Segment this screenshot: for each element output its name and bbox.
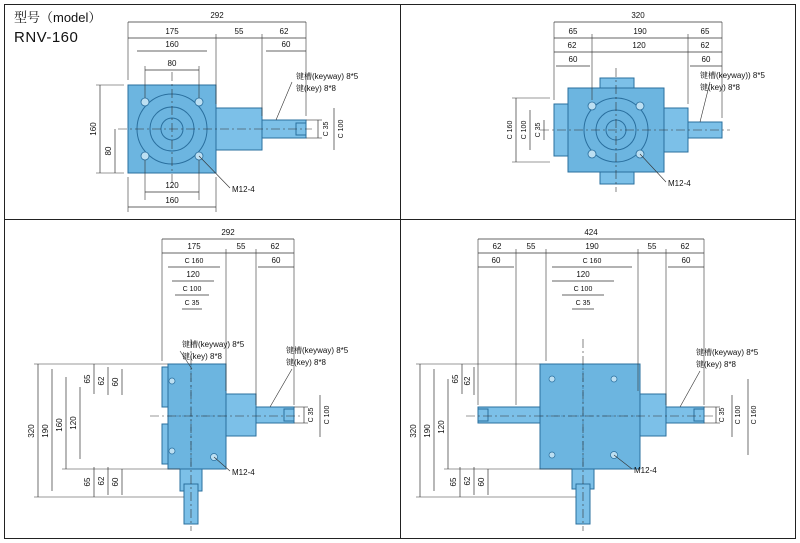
dim-bore: C 35 [575, 299, 591, 307]
dim-housing-length: 175 [187, 242, 201, 252]
note-keyway: 键槽(keyway) 8*5 [296, 72, 359, 82]
dim-bore: C 35 [322, 121, 330, 137]
dim-center-span: 190 [633, 27, 647, 37]
note-key: 键(key) 8*8 [296, 84, 337, 94]
dim-shaft-length: 62 [279, 27, 289, 37]
dim-bolt-120: 120 [186, 270, 200, 280]
bolt-hole [141, 98, 149, 106]
dim-65-top: 65 [83, 374, 93, 384]
dim-bolt-120: 120 [632, 41, 646, 51]
right-boss [640, 394, 666, 436]
view-bottom-left [0, 219, 400, 543]
dim-120: 120 [69, 416, 79, 430]
dim-flange-left: C 160 [506, 120, 514, 140]
dim-shaft-length: 62 [270, 242, 280, 252]
dim-bolt-span: 120 [165, 181, 179, 191]
dim-160: 160 [55, 418, 65, 432]
dim-overall-length: 292 [221, 228, 235, 238]
bottom-boss [600, 172, 634, 184]
dim-total-height: 320 [409, 424, 419, 438]
dim-65-bottom: 65 [449, 477, 459, 487]
right-boss [226, 394, 256, 436]
dim-housing-length: 175 [165, 27, 179, 37]
note-bolt: M12-4 [634, 466, 657, 476]
bolt-hole [611, 376, 617, 382]
leader-line [276, 82, 292, 120]
dim-overall-length: 292 [210, 11, 224, 21]
note-keyway: 键槽(keyway)) 8*5 [700, 71, 765, 81]
dim-190: 190 [41, 424, 51, 438]
dim-62-top: 62 [463, 376, 473, 386]
dim-center-span: 190 [585, 242, 599, 252]
bolt-hole [588, 150, 596, 158]
note-key: 键(key) 8*8 [700, 83, 741, 93]
dim-flange: 160 [165, 40, 179, 50]
housing-body [168, 364, 226, 469]
dim-bore-left: C 35 [534, 122, 542, 138]
dim-hub: C 100 [182, 285, 202, 293]
bolt-hole [549, 452, 555, 458]
dim-60-right: 60 [701, 55, 711, 65]
bolt-hole [549, 376, 555, 382]
dim-total-height: 320 [27, 424, 37, 438]
note-keyway: 键槽(keyway) 8*5 [696, 348, 759, 358]
dim-mid: 55 [236, 242, 246, 252]
note-keyway-left: 键槽(keyway) 8*5 [182, 340, 245, 350]
dim-right-bore: C 35 [718, 407, 726, 423]
dim-62-top: 62 [97, 376, 107, 386]
dim-60-left: 60 [491, 256, 501, 266]
dim-120: 120 [437, 420, 447, 434]
dim-hub: C 100 [573, 285, 593, 293]
note-bolt: M12-4 [232, 468, 255, 478]
dim-half-height: 80 [104, 146, 114, 156]
dim-60-bottom: 60 [111, 477, 121, 487]
model-label: 型号（model） [14, 10, 102, 25]
shaft-step-left [478, 409, 488, 421]
dim-60-left: 60 [568, 55, 578, 65]
dim-62-bottom: 62 [463, 476, 473, 486]
dim-bolt-120: 120 [576, 270, 590, 280]
dim-right-bore: C 35 [307, 407, 315, 423]
model-value: RNV-160 [14, 29, 79, 47]
dim-overall-length: 424 [584, 228, 598, 238]
dim-overall-width: 320 [631, 11, 645, 21]
bolt-hole [636, 102, 644, 110]
dim-65-bottom: 65 [83, 477, 93, 487]
bolt-hole [141, 152, 149, 160]
dim-side-right: 65 [700, 27, 710, 37]
dim-mid-left: 55 [526, 242, 536, 252]
dim-shaft-flat: 60 [281, 40, 291, 50]
dim-bolt-circle-top: 80 [167, 59, 177, 69]
dim-hub: C 100 [337, 119, 345, 139]
view-bottom-right [400, 219, 800, 543]
leader-line [270, 369, 292, 407]
note-key: 键(key) 8*8 [696, 360, 737, 370]
left-pad-bottom [162, 424, 168, 464]
dim-flange-bottom: 160 [165, 196, 179, 206]
dim-62-left: 62 [567, 41, 577, 51]
note-keyway-right: 键槽(keyway) 8*5 [286, 346, 349, 356]
note-key-left: 键(key) 8*8 [182, 352, 223, 362]
note-bolt: M12-4 [232, 185, 255, 195]
dim-190: 190 [423, 424, 433, 438]
view-top-right [400, 0, 800, 219]
dim-62-right: 62 [700, 41, 710, 51]
leader-line [680, 371, 700, 407]
dim-62-right: 62 [680, 242, 690, 252]
left-pad-top [162, 367, 168, 407]
bolt-hole [588, 102, 596, 110]
dim-bore: C 35 [184, 299, 200, 307]
dim-shaft-flat: 60 [271, 256, 281, 266]
dim-right-hub: C 100 [734, 405, 742, 425]
dim-mid-right: 55 [647, 242, 657, 252]
view-top-left [0, 0, 400, 219]
bolt-hole [195, 98, 203, 106]
dim-62-left: 62 [492, 242, 502, 252]
dim-65-top: 65 [451, 374, 461, 384]
dim-60-right: 60 [681, 256, 691, 266]
dim-62-bottom: 62 [97, 476, 107, 486]
dim-right-hub: C 100 [323, 405, 331, 425]
dim-flange: C 160 [184, 257, 204, 265]
dim-right-flange: C 160 [750, 405, 758, 425]
bolt-hole [169, 448, 175, 454]
dim-side-left: 65 [568, 27, 578, 37]
note-bolt: M12-4 [668, 179, 691, 189]
top-boss [600, 78, 634, 88]
note-key-right: 键(key) 8*8 [286, 358, 327, 368]
shaft-step [284, 409, 294, 421]
dim-height: 160 [89, 122, 99, 136]
dim-mid: 55 [234, 27, 244, 37]
dim-60-top: 60 [111, 377, 121, 387]
dim-60-bottom: 60 [477, 477, 487, 487]
bolt-hole [169, 378, 175, 384]
shaft-step-right [694, 409, 704, 421]
dim-hub-left: C 100 [520, 120, 528, 140]
dim-flange: C 160 [582, 257, 602, 265]
